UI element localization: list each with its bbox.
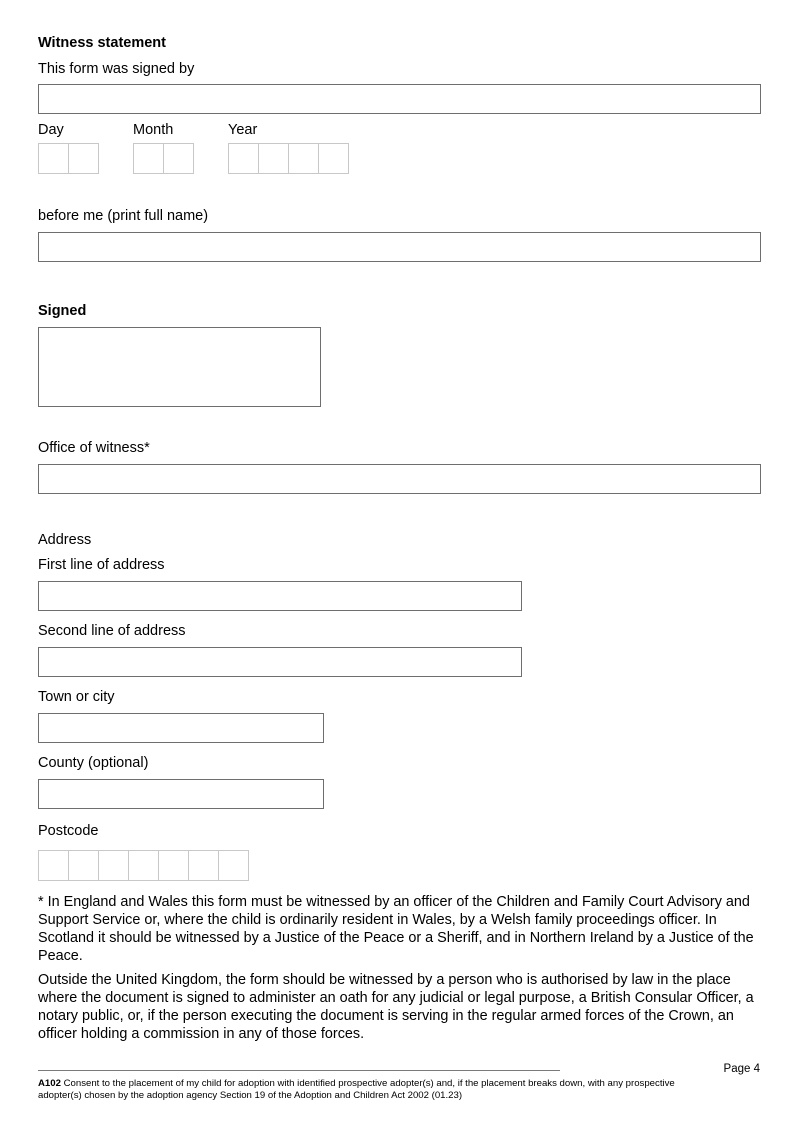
postcode-char-box[interactable] <box>68 850 99 881</box>
postcode-label: Postcode <box>38 823 99 839</box>
office-of-witness-field[interactable] <box>38 464 761 494</box>
postcode-char-box[interactable] <box>98 850 129 881</box>
before-me-field[interactable] <box>38 232 761 262</box>
year-label: Year <box>228 122 258 138</box>
county-field[interactable] <box>38 779 324 809</box>
day-input <box>38 143 98 174</box>
day-digit-box[interactable] <box>68 143 99 174</box>
page-number: Page 4 <box>723 1063 760 1075</box>
day-label: Day <box>38 122 64 138</box>
postcode-char-box[interactable] <box>158 850 189 881</box>
postcode-input <box>38 850 248 881</box>
footer-text <box>38 1078 678 1102</box>
town-field[interactable] <box>38 713 324 743</box>
outside-uk-note: Outside the United Kingdom, the form should be witnessed by a person who is authorised by law in the place where the document is signed to administer an oath for any judicial or legal purpose, a British Consular Officer, a notary public, or, if the person executing the document is serving in the regular armed forces of the Crown, an officer holding a commission in any of those forces. <box>38 972 754 1042</box>
year-digit-box[interactable] <box>228 143 259 174</box>
signed-label: Signed <box>38 303 87 319</box>
postcode-char-box[interactable] <box>188 850 219 881</box>
year-digit-box[interactable] <box>288 143 319 174</box>
witness-note: * In England and Wales this form must be witnessed by an officer of the Children and Family Court Advisory and Support Service or, where the child is ordinarily resident in Wales, by a Welsh family proceedings officer. In Scotland it should be witnessed by a Justice of the Peace or a Sheriff, and in Northern Ireland by a Justice of the Peace. <box>38 894 754 964</box>
town-label: Town or city <box>38 689 115 705</box>
section-heading-witness-statement: Witness statement <box>38 35 166 51</box>
signed-by-label: This form was signed by <box>38 61 195 77</box>
signature-box[interactable] <box>38 327 321 407</box>
office-of-witness-label: Office of witness* <box>38 440 150 456</box>
year-digit-box[interactable] <box>258 143 289 174</box>
month-digit-box[interactable] <box>133 143 164 174</box>
month-label: Month <box>133 122 174 138</box>
address-heading: Address <box>38 532 92 548</box>
month-input <box>133 143 193 174</box>
postcode-char-box[interactable] <box>218 850 249 881</box>
postcode-char-box[interactable] <box>128 850 159 881</box>
footer-divider <box>38 1070 560 1071</box>
second-line-label: Second line of address <box>38 623 186 639</box>
before-me-label: before me (print full name) <box>38 208 209 224</box>
year-input <box>228 143 348 174</box>
first-line-field[interactable] <box>38 581 522 611</box>
county-label: County (optional) <box>38 755 149 771</box>
month-digit-box[interactable] <box>163 143 194 174</box>
signed-by-field[interactable] <box>38 84 761 114</box>
year-digit-box[interactable] <box>318 143 349 174</box>
first-line-label: First line of address <box>38 557 165 573</box>
form-code: A102 <box>38 1078 61 1089</box>
form-title: Consent to the placement of my child for adoption with identified prospective adopter(s) and, if the placement breaks down, with any prospective adopter(s) chosen by the adoption agency Section 19 of the Adoption and Children Act 2002 (01.23) <box>38 1078 675 1101</box>
day-digit-box[interactable] <box>38 143 69 174</box>
postcode-char-box[interactable] <box>38 850 69 881</box>
second-line-field[interactable] <box>38 647 522 677</box>
